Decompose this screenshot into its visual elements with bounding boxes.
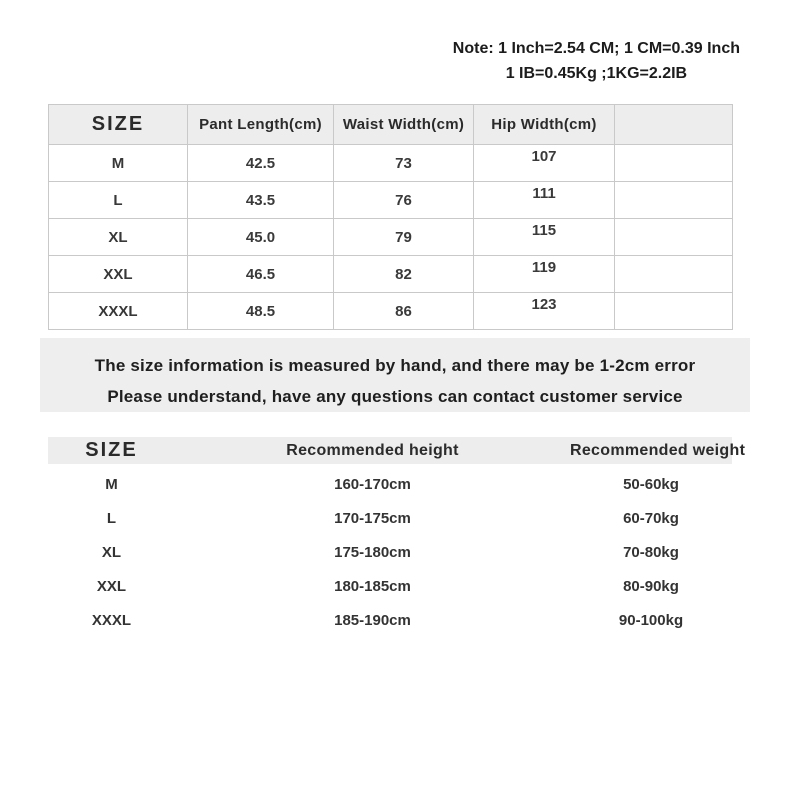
- hip-width-value: 123: [474, 293, 615, 330]
- recommended-height-value: 175-180cm: [334, 543, 411, 561]
- size-label: XL: [101, 543, 122, 561]
- pant-length-value: 48.5: [188, 293, 334, 330]
- table-row: [48, 464, 732, 498]
- size-label: M: [105, 475, 118, 493]
- col-header-recommended-height: Recommended height: [175, 437, 570, 464]
- col-header-extra: [615, 105, 733, 145]
- waist-width-value: 86: [334, 293, 474, 330]
- size-label: XXXL: [91, 611, 132, 629]
- table-row: [48, 566, 732, 600]
- empty-cell: [615, 182, 733, 219]
- empty-cell: [615, 145, 733, 182]
- hip-width-value: 115: [474, 219, 615, 256]
- size-label: XXL: [49, 256, 188, 293]
- waist-width-value: 76: [334, 182, 474, 219]
- recommended-height-value: 170-175cm: [334, 509, 411, 527]
- disclaimer-line-1: The size information is measured by hand, and there may be 1-2cm error: [94, 356, 696, 375]
- waist-width-value: 73: [334, 145, 474, 182]
- pant-length-value: 43.5: [188, 182, 334, 219]
- col-header-size: SIZE: [49, 105, 188, 145]
- recommended-weight-value: 90-100kg: [618, 611, 684, 629]
- col-header-waist-width: Waist Width(cm): [334, 105, 474, 145]
- recommendation-header-row: [48, 437, 732, 464]
- note-line-2: 1 IB=0.45Kg ;1KG=2.2IB: [505, 65, 688, 82]
- recommended-weight-value: 80-90kg: [623, 577, 679, 595]
- col-header-pant-length: Pant Length(cm): [188, 105, 334, 145]
- waist-width-value: 82: [334, 256, 474, 293]
- pant-length-value: 42.5: [188, 145, 334, 182]
- size-label: L: [49, 182, 188, 219]
- waist-width-value: 79: [334, 219, 474, 256]
- size-label: L: [106, 509, 117, 527]
- table-row: [48, 600, 732, 634]
- size-label: M: [49, 145, 188, 182]
- hip-width-value: 111: [474, 182, 615, 219]
- note-line-1: Note: 1 Inch=2.54 CM; 1 CM=0.39 Inch: [452, 40, 740, 57]
- empty-cell: [615, 256, 733, 293]
- disclaimer-line-2: Please understand, have any questions can contact customer service: [107, 387, 683, 406]
- empty-cell: [615, 219, 733, 256]
- size-measurements-table: [48, 104, 733, 330]
- empty-cell: [615, 293, 733, 330]
- col-header-hip-width: Hip Width(cm): [474, 105, 615, 145]
- recommended-height-value: 160-170cm: [334, 475, 411, 493]
- recommended-weight-value: 50-60kg: [623, 475, 679, 493]
- size-label: XL: [49, 219, 188, 256]
- table-row: [48, 532, 732, 566]
- recommended-weight-value: 70-80kg: [623, 543, 679, 561]
- recommended-weight-value: 60-70kg: [623, 509, 679, 527]
- disclaimer-banner: [40, 338, 750, 412]
- table-row: [49, 145, 733, 182]
- table-row: [49, 256, 733, 293]
- col-header-recommended-weight: Recommended weight: [570, 437, 732, 464]
- unit-conversion-note: [453, 36, 740, 86]
- pant-length-value: 45.0: [188, 219, 334, 256]
- table-row: [49, 219, 733, 256]
- recommended-height-value: 180-185cm: [334, 577, 411, 595]
- table-row: [48, 498, 732, 532]
- hip-width-value: 119: [474, 256, 615, 293]
- table-row: [49, 182, 733, 219]
- col-header-size: SIZE: [48, 437, 175, 464]
- table-row: [49, 293, 733, 330]
- recommended-height-value: 185-190cm: [334, 611, 411, 629]
- pant-length-value: 46.5: [188, 256, 334, 293]
- size-label: XXXL: [49, 293, 188, 330]
- size-label: XXL: [96, 577, 127, 595]
- recommendation-table: [48, 437, 746, 634]
- measurements-header-row: [49, 105, 733, 145]
- hip-width-value: 107: [474, 145, 615, 182]
